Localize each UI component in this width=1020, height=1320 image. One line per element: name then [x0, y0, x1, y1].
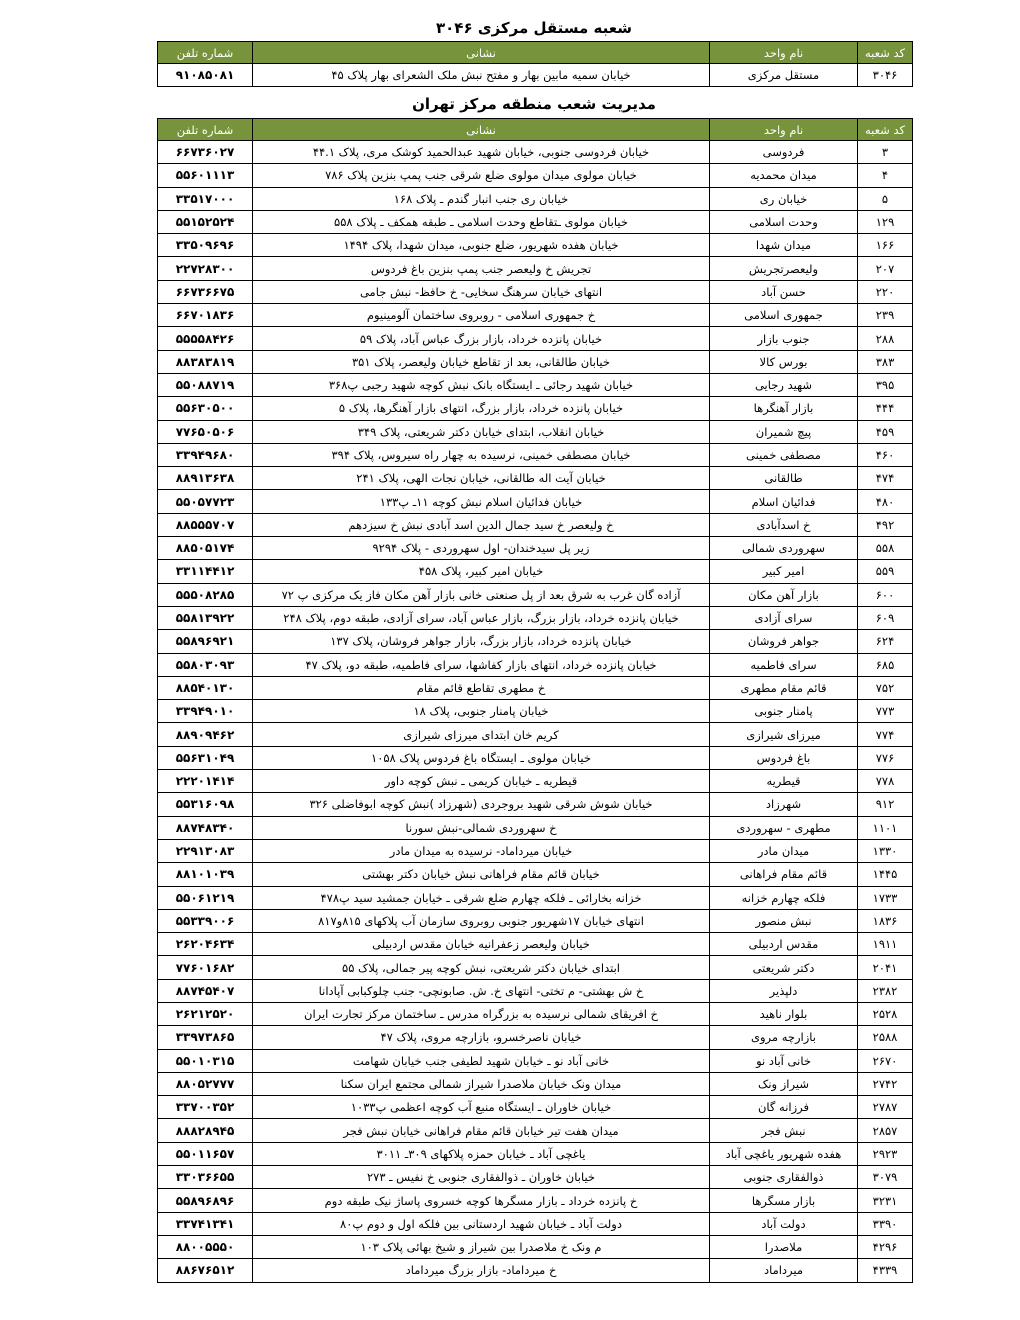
section2-title: مدیریت شعب منطقه مرکز تهران — [412, 95, 656, 113]
unit-name-cell: مستقل مرکزی — [710, 64, 858, 87]
address-cell: خیابان ناصرخسرو، بازارچه مروی، پلاک ۴۷ — [253, 1026, 710, 1049]
branch-code-cell: ۵ — [858, 187, 913, 210]
header-address: نشانی — [253, 42, 710, 64]
address-cell: خیابان مولوی ـتقاطع وحدت اسلامی ـ طبقه همکف ـ پلاک ۵۵۸ — [253, 210, 710, 233]
unit-name-cell: مطهری - سهروردی — [710, 816, 858, 839]
table-row — [158, 886, 913, 909]
table-row — [158, 64, 913, 87]
branch-code-cell: ۲۰۴۱ — [858, 956, 913, 979]
phone-cell: ۵۵۸۱۳۹۲۲ — [158, 606, 253, 629]
phone-cell: ۶۶۷۳۶۰۲۷ — [158, 141, 253, 164]
table-row — [158, 839, 913, 862]
table-row — [158, 560, 913, 583]
unit-name-cell: جواهر فروشان — [710, 630, 858, 653]
table-row — [158, 373, 913, 396]
header-phone: شماره تلفن — [158, 42, 253, 64]
table-row — [158, 816, 913, 839]
table-row — [158, 863, 913, 886]
branch-code-cell: ۲۲۰ — [858, 280, 913, 303]
table-header-row — [158, 42, 913, 64]
address-cell: ابتدای خیابان دکتر شریعتی، نبش کوچه پیر جمالی، پلاک ۵۵ — [253, 956, 710, 979]
address-cell: خ مطهری تقاطع قائم مقام — [253, 676, 710, 699]
phone-cell: ۵۵۳۳۹۰۰۶ — [158, 909, 253, 932]
branch-code-cell: ۳۰۴۶ — [858, 64, 913, 87]
table-row — [158, 1259, 913, 1282]
table-row — [158, 467, 913, 490]
table-row — [158, 490, 913, 513]
phone-cell: ۳۳۷۴۱۳۴۱ — [158, 1212, 253, 1235]
address-cell: کریم خان ابتدای میرزای شیرازی — [253, 723, 710, 746]
branch-code-cell: ۳۹۵ — [858, 373, 913, 396]
unit-name-cell: شهید رجایی — [710, 373, 858, 396]
table-row — [158, 1072, 913, 1095]
phone-cell: ۲۶۲۰۴۶۳۴ — [158, 933, 253, 956]
address-cell: انتهای خیابان سرهنگ سخایی- خ حافظ- نبش جامی — [253, 280, 710, 303]
unit-name-cell: جمهوری اسلامی — [710, 304, 858, 327]
unit-name-cell: ذوالفقاری جنوبی — [710, 1166, 858, 1189]
unit-name-cell: شهرزاد — [710, 793, 858, 816]
table-row — [158, 164, 913, 187]
address-cell: خیابان شوش شرقی شهید بروجردی (شهرزاد )نبش کوچه ابوفاضلی ۳۲۶ — [253, 793, 710, 816]
unit-name-cell: خیابان ری — [710, 187, 858, 210]
phone-cell: ۵۵۳۱۶۰۹۸ — [158, 793, 253, 816]
phone-cell: ۲۶۲۱۲۵۲۰ — [158, 1002, 253, 1025]
phone-cell: ۸۸۵۴۰۱۳۰ — [158, 676, 253, 699]
tehran-branches-table — [157, 118, 913, 1283]
table-row — [158, 1026, 913, 1049]
phone-cell: ۸۸۰۵۲۷۷۷ — [158, 1072, 253, 1095]
phone-cell: ۳۳۹۷۳۸۶۵ — [158, 1026, 253, 1049]
address-cell: خ پانزده خرداد ـ بازار مسگرها کوچه خسروی پاساژ نیک طبقه دوم — [253, 1189, 710, 1212]
unit-name-cell: خ اسدآبادی — [710, 513, 858, 536]
branch-code-cell: ۳ — [858, 141, 913, 164]
address-cell: تجریش خ ولیعصر جنب پمپ بنزین باغ فردوس — [253, 257, 710, 280]
branch-code-cell: ۳۸۳ — [858, 350, 913, 373]
unit-name-cell: بازارچه مروی — [710, 1026, 858, 1049]
phone-cell: ۵۵۶۳۱۰۴۹ — [158, 746, 253, 769]
address-cell: خ افریقای شمالی نرسیده به بزرگراه مدرس ـ ساختمان مرکز تجارت ایران — [253, 1002, 710, 1025]
branch-code-cell: ۴۶۰ — [858, 443, 913, 466]
unit-name-cell: سرای فاطمیه — [710, 653, 858, 676]
branch-code-cell: ۷۷۶ — [858, 746, 913, 769]
table-row — [158, 304, 913, 327]
table-row — [158, 1189, 913, 1212]
phone-cell: ۲۲۲۰۱۴۱۴ — [158, 770, 253, 793]
phone-cell: ۳۳۷۰۰۳۵۲ — [158, 1096, 253, 1119]
branch-code-cell: ۷۷۳ — [858, 700, 913, 723]
address-cell: میدان هفت تیر خیابان قائم مقام فراهانی خیابان نبش فجر — [253, 1119, 710, 1142]
header-name: نام واحد — [710, 119, 858, 141]
address-cell: خ میرداماد- بازار بزرگ میرداماد — [253, 1259, 710, 1282]
address-cell: خیابان پانزده خرداد، انتهای بازار کفاشها، سرای فاطمیه، طبقه دو، پلاک ۴۷ — [253, 653, 710, 676]
unit-name-cell: باغ فردوس — [710, 746, 858, 769]
branch-code-cell: ۷۷۸ — [858, 770, 913, 793]
unit-name-cell: قیطریه — [710, 770, 858, 793]
branch-code-cell: ۴ — [858, 164, 913, 187]
branch-code-cell: ۲۶۷۰ — [858, 1049, 913, 1072]
address-cell: خیابان مولوی میدان مولوی ضلع شرقی جنب پمپ بنزین پلاک ۷۸۶ — [253, 164, 710, 187]
header-code: کد شعبه — [858, 42, 913, 64]
table-row — [158, 1049, 913, 1072]
unit-name-cell: پامنار جنوبی — [710, 700, 858, 723]
unit-name-cell: دکتر شریعتی — [710, 956, 858, 979]
phone-cell: ۵۵۵۰۸۲۸۵ — [158, 583, 253, 606]
table-row — [158, 909, 913, 932]
table-row — [158, 630, 913, 653]
phone-cell: ۵۵۱۵۲۵۲۴ — [158, 210, 253, 233]
unit-name-cell: بازار مسگرها — [710, 1189, 858, 1212]
unit-name-cell: امیر کبیر — [710, 560, 858, 583]
table-row — [158, 1096, 913, 1119]
branch-code-cell: ۱۸۳۶ — [858, 909, 913, 932]
table-row — [158, 746, 913, 769]
branch-code-cell: ۹۱۲ — [858, 793, 913, 816]
address-cell: خیابان سمیه مابین بهار و مفتح نبش ملک الشعرای بهار پلاک ۴۵ — [253, 64, 710, 87]
table-row — [158, 676, 913, 699]
header-phone: شماره تلفن — [158, 119, 253, 141]
phone-cell: ۷۷۶۰۱۶۸۲ — [158, 956, 253, 979]
branch-code-cell: ۲۳۹ — [858, 304, 913, 327]
address-cell: خیابان امیر کبیر، پلاک ۴۵۸ — [253, 560, 710, 583]
branch-code-cell: ۲۷۸۷ — [858, 1096, 913, 1119]
address-cell: خیابان میرداماد- نرسیده به میدان مادر — [253, 839, 710, 862]
address-cell: خیابان پانزده خرداد، بازار بزرگ، بازار عباس آباد، سرای آزادی، طبقه دوم، پلاک ۲۴۸ — [253, 606, 710, 629]
phone-cell: ۶۶۷۳۶۶۷۵ — [158, 280, 253, 303]
unit-name-cell: سهروردی شمالی — [710, 537, 858, 560]
unit-name-cell: جنوب بازار — [710, 327, 858, 350]
table-row — [158, 1002, 913, 1025]
branch-code-cell: ۴۴۴ — [858, 397, 913, 420]
phone-cell: ۸۸۸۲۸۹۴۵ — [158, 1119, 253, 1142]
phone-cell: ۵۵۰۶۱۲۱۹ — [158, 886, 253, 909]
branch-code-cell: ۴۵۹ — [858, 420, 913, 443]
table-row — [158, 583, 913, 606]
branch-code-cell: ۲۰۷ — [858, 257, 913, 280]
branch-code-cell: ۳۰۷۹ — [858, 1166, 913, 1189]
unit-name-cell: ملاصدرا — [710, 1235, 858, 1258]
section1-title: شعبه مستقل مرکزی ۳۰۴۶ — [435, 19, 632, 37]
phone-cell: ۶۶۷۰۱۸۳۶ — [158, 304, 253, 327]
unit-name-cell: ولیعصرتجریش — [710, 257, 858, 280]
unit-name-cell: فردوسی — [710, 141, 858, 164]
header-name: نام واحد — [710, 42, 858, 64]
unit-name-cell: نبش فجر — [710, 1119, 858, 1142]
header-address: نشانی — [253, 119, 710, 141]
branch-code-cell: ۲۵۸۸ — [858, 1026, 913, 1049]
phone-cell: ۲۲۷۲۸۳۰۰ — [158, 257, 253, 280]
address-cell: خ ولیعصر خ سید جمال الدین اسد آبادی نبش خ سیزدهم — [253, 513, 710, 536]
phone-cell: ۵۵۶۳۰۵۰۰ — [158, 397, 253, 420]
phone-cell: ۵۵۸۰۳۰۹۳ — [158, 653, 253, 676]
unit-name-cell: بورس کالا — [710, 350, 858, 373]
phone-cell: ۸۸۶۷۶۵۱۲ — [158, 1259, 253, 1282]
table-row — [158, 210, 913, 233]
address-cell: خیابان قائم مقام فراهانی نبش خیابان دکتر بهشتی — [253, 863, 710, 886]
phone-cell: ۸۸۹۰۹۴۶۲ — [158, 723, 253, 746]
phone-cell: ۲۲۹۱۳۰۸۳ — [158, 839, 253, 862]
phone-cell: ۸۸۰۰۵۵۵۰ — [158, 1235, 253, 1258]
branch-code-cell: ۱۳۳۰ — [858, 839, 913, 862]
address-cell: خیابان فدائیان اسلام نبش کوچه ۱۱ـ پ۱۳۳ — [253, 490, 710, 513]
table-row — [158, 1166, 913, 1189]
table-row — [158, 443, 913, 466]
central-branch-table — [157, 41, 913, 87]
address-cell: خیابان پانزده خرداد، بازار بزرگ، بازار جواهر فروشان، پلاک ۱۳۷ — [253, 630, 710, 653]
unit-name-cell: فرزانه گان — [710, 1096, 858, 1119]
phone-cell: ۳۳۹۴۹۶۸۰ — [158, 443, 253, 466]
table-row — [158, 537, 913, 560]
table-row — [158, 653, 913, 676]
phone-cell: ۵۵۰۵۷۷۲۳ — [158, 490, 253, 513]
phone-cell: ۵۵۰۱۱۶۵۷ — [158, 1142, 253, 1165]
phone-cell: ۳۳۹۴۹۰۱۰ — [158, 700, 253, 723]
phone-cell: ۸۸۷۴۵۴۰۷ — [158, 979, 253, 1002]
unit-name-cell: مصطفی خمینی — [710, 443, 858, 466]
address-cell: خیابان خاوران ـ ذوالفقاری جنوبی خ نفیس ـ ۲۷۳ — [253, 1166, 710, 1189]
table-row — [158, 723, 913, 746]
unit-name-cell: قائم مقام فراهانی — [710, 863, 858, 886]
branch-code-cell: ۲۸۸ — [858, 327, 913, 350]
phone-cell: ۸۸۳۸۳۸۱۹ — [158, 350, 253, 373]
unit-name-cell: مقدس اردبیلی — [710, 933, 858, 956]
branch-code-cell: ۳۲۳۱ — [858, 1189, 913, 1212]
phone-cell: ۹۱۰۸۵۰۸۱ — [158, 64, 253, 87]
table-row — [158, 956, 913, 979]
table-row — [158, 979, 913, 1002]
address-cell: خیابان پامنار جنوبی، پلاک ۱۸ — [253, 700, 710, 723]
branch-code-cell: ۶۲۴ — [858, 630, 913, 653]
unit-name-cell: وحدت اسلامی — [710, 210, 858, 233]
address-cell: خ سهروردی شمالی-نبش سورنا — [253, 816, 710, 839]
address-cell: انتهای خیابان ۱۷شهریور جنوبی روبروی سازمان آب پلاکهای ۸۱۵و۸۱۷ — [253, 909, 710, 932]
unit-name-cell: فدائیان اسلام — [710, 490, 858, 513]
phone-cell: ۵۵۰۸۸۷۱۹ — [158, 373, 253, 396]
address-cell: خیابان مصطفی خمینی، نرسیده به چهار راه سیروس، پلاک ۳۹۴ — [253, 443, 710, 466]
table-row — [158, 770, 913, 793]
phone-cell: ۳۳۰۳۶۶۵۵ — [158, 1166, 253, 1189]
phone-cell: ۳۳۵۰۹۶۹۶ — [158, 234, 253, 257]
phone-cell: ۷۷۶۵۰۵۰۶ — [158, 420, 253, 443]
address-cell: خیابان فردوسی جنوبی، خیابان شهید عبدالحمید کوشک مری، پلاک ۴۴.۱ — [253, 141, 710, 164]
table-row — [158, 257, 913, 280]
table-row — [158, 1212, 913, 1235]
branch-code-cell: ۴۲۹۶ — [858, 1235, 913, 1258]
unit-name-cell: طالقانی — [710, 467, 858, 490]
unit-name-cell: میرزای شیرازی — [710, 723, 858, 746]
address-cell: زیر پل سیدخندان- اول سهروردی - پلاک ۹۲۹۴ — [253, 537, 710, 560]
branch-code-cell: ۳۳۹۰ — [858, 1212, 913, 1235]
table-row — [158, 420, 913, 443]
branch-code-cell: ۶۰۰ — [858, 583, 913, 606]
table-row — [158, 1119, 913, 1142]
phone-cell: ۵۵۸۹۶۹۲۱ — [158, 630, 253, 653]
unit-name-cell: بازار آهنگرها — [710, 397, 858, 420]
address-cell: خیابان انقلاب، ابتدای خیابان دکتر شریعتی، پلاک ۳۴۹ — [253, 420, 710, 443]
table-row — [158, 234, 913, 257]
address-cell: آزاده گان غرب به شرق بعد از پل صنعتی خانی بازار آهن مکان فاز یک مرکزی پ ۷۲ — [253, 583, 710, 606]
branch-code-cell: ۴۳۳۹ — [858, 1259, 913, 1282]
phone-cell: ۵۵۵۵۸۴۲۶ — [158, 327, 253, 350]
header-code: کد شعبه — [858, 119, 913, 141]
branch-code-cell: ۱۱۰۱ — [858, 816, 913, 839]
address-cell: خزانه بخارائی ـ فلکه چهارم ضلع شرقی ـ خیابان جمشید سید پ۴۷۸ — [253, 886, 710, 909]
unit-name-cell: میدان شهدا — [710, 234, 858, 257]
phone-cell: ۸۸۱۰۱۰۳۹ — [158, 863, 253, 886]
table-row — [158, 397, 913, 420]
address-cell: خیابان شهید رجائی ـ ایستگاه بانک نبش کوچه شهید رجبی پ۳۶۸ — [253, 373, 710, 396]
address-cell: خیابان پانزده خرداد، بازار بزرگ، انتهای بازار آهنگرها، پلاک ۵ — [253, 397, 710, 420]
branch-code-cell: ۶۰۹ — [858, 606, 913, 629]
table-body — [158, 64, 913, 87]
unit-name-cell: میدان محمدیه — [710, 164, 858, 187]
unit-name-cell: سرای آزادی — [710, 606, 858, 629]
address-cell: خیابان ولیعصر زعفرانیه خیابان مقدس اردبیلی — [253, 933, 710, 956]
unit-name-cell: بلوار ناهید — [710, 1002, 858, 1025]
unit-name-cell: نبش منصور — [710, 909, 858, 932]
branch-code-cell: ۲۳۸۲ — [858, 979, 913, 1002]
table-row — [158, 187, 913, 210]
unit-name-cell: قائم مقام مطهری — [710, 676, 858, 699]
branch-code-cell: ۴۷۴ — [858, 467, 913, 490]
phone-cell: ۵۵۸۹۶۸۹۶ — [158, 1189, 253, 1212]
address-cell: یاغچی آباد ـ خیابان حمزه پلاکهای ۳۰۹ـ ۳۰۱۱ — [253, 1142, 710, 1165]
unit-name-cell: پیچ شمیران — [710, 420, 858, 443]
address-cell: خیابان آیت اله طالقانی، خیابان نجات الهی، پلاک ۲۴۱ — [253, 467, 710, 490]
table-row — [158, 513, 913, 536]
table-body — [158, 141, 913, 1283]
phone-cell: ۸۸۹۱۳۶۳۸ — [158, 467, 253, 490]
address-cell: میدان ونک خیابان ملاصدرا شیراز شمالی مجتمع ایران سکنا — [253, 1072, 710, 1095]
table-row — [158, 933, 913, 956]
address-cell: خانی آباد نو ـ خیابان شهید لطیفی جنب خیابان شهامت — [253, 1049, 710, 1072]
table-row — [158, 141, 913, 164]
table-row — [158, 793, 913, 816]
phone-cell: ۸۸۵۵۵۷۰۷ — [158, 513, 253, 536]
unit-name-cell: میرداماد — [710, 1259, 858, 1282]
unit-name-cell: خانی آباد نو — [710, 1049, 858, 1072]
unit-name-cell: بازار آهن مکان — [710, 583, 858, 606]
table-row — [158, 1142, 913, 1165]
address-cell: خیابان خاوران ـ ایستگاه منبع آب کوچه اعظمی پ۱۰۳۳ — [253, 1096, 710, 1119]
unit-name-cell: میدان مادر — [710, 839, 858, 862]
address-cell: خیابان طالقانی، بعد از تقاطع خیابان ولیعصر، پلاک ۳۵۱ — [253, 350, 710, 373]
phone-cell: ۸۸۵۰۵۱۷۴ — [158, 537, 253, 560]
address-cell: خ ش بهشتی- م تختی- انتهای خ. ش. صابونچی- جنب چلوکبابی آپادانا — [253, 979, 710, 1002]
unit-name-cell: حسن آباد — [710, 280, 858, 303]
table-row — [158, 327, 913, 350]
branch-code-cell: ۵۵۸ — [858, 537, 913, 560]
branch-code-cell: ۴۹۲ — [858, 513, 913, 536]
address-cell: خیابان پانزده خرداد، بازار بزرگ عباس آباد، پلاک ۵۹ — [253, 327, 710, 350]
branch-code-cell: ۵۵۹ — [858, 560, 913, 583]
phone-cell: ۵۵۰۱۰۳۱۵ — [158, 1049, 253, 1072]
table-row — [158, 280, 913, 303]
phone-cell: ۸۸۷۴۸۳۴۰ — [158, 816, 253, 839]
unit-name-cell: هفده شهریور یاغچی آباد — [710, 1142, 858, 1165]
address-cell: م ونک خ ملاصدرا بین شیراز و شیخ بهائی پلاک ۱۰۳ — [253, 1235, 710, 1258]
table-row — [158, 700, 913, 723]
branch-code-cell: ۲۹۲۳ — [858, 1142, 913, 1165]
address-cell: خ جمهوری اسلامی - روبروی ساختمان آلومینیوم — [253, 304, 710, 327]
branch-code-cell: ۲۸۵۷ — [858, 1119, 913, 1142]
branch-code-cell: ۱۴۴۵ — [858, 863, 913, 886]
unit-name-cell: دولت آباد — [710, 1212, 858, 1235]
branch-code-cell: ۲۷۴۲ — [858, 1072, 913, 1095]
table-row — [158, 350, 913, 373]
branch-code-cell: ۲۵۲۸ — [858, 1002, 913, 1025]
address-cell: خیابان هفده شهریور، ضلع جنوبی، میدان شهدا، پلاک ۱۴۹۴ — [253, 234, 710, 257]
phone-cell: ۵۵۶۰۱۱۱۳ — [158, 164, 253, 187]
table-row — [158, 1235, 913, 1258]
unit-name-cell: فلکه چهارم خزانه — [710, 886, 858, 909]
unit-name-cell: دلپذیر — [710, 979, 858, 1002]
table-header-row — [158, 119, 913, 141]
branch-code-cell: ۶۸۵ — [858, 653, 913, 676]
branch-code-cell: ۱۶۶ — [858, 234, 913, 257]
branch-code-cell: ۱۹۱۱ — [858, 933, 913, 956]
branch-code-cell: ۷۵۲ — [858, 676, 913, 699]
address-cell: خیابان مولوی ـ ایستگاه باغ فردوس پلاک ۱۰۵۸ — [253, 746, 710, 769]
branch-code-cell: ۱۷۳۳ — [858, 886, 913, 909]
unit-name-cell: شیراز ونک — [710, 1072, 858, 1095]
address-cell: دولت آباد ـ خیابان شهید اردستانی بین فلکه اول و دوم پ۸۰ — [253, 1212, 710, 1235]
phone-cell: ۳۳۵۱۷۰۰۰ — [158, 187, 253, 210]
address-cell: قیطریه ـ خیابان کریمی ـ نبش کوچه داور — [253, 770, 710, 793]
address-cell: خیابان ری جنب انبار گندم ـ پلاک ۱۶۸ — [253, 187, 710, 210]
branch-code-cell: ۱۲۹ — [858, 210, 913, 233]
branch-code-cell: ۷۷۴ — [858, 723, 913, 746]
table-row — [158, 606, 913, 629]
branch-code-cell: ۴۸۰ — [858, 490, 913, 513]
phone-cell: ۳۳۱۱۴۴۱۲ — [158, 560, 253, 583]
